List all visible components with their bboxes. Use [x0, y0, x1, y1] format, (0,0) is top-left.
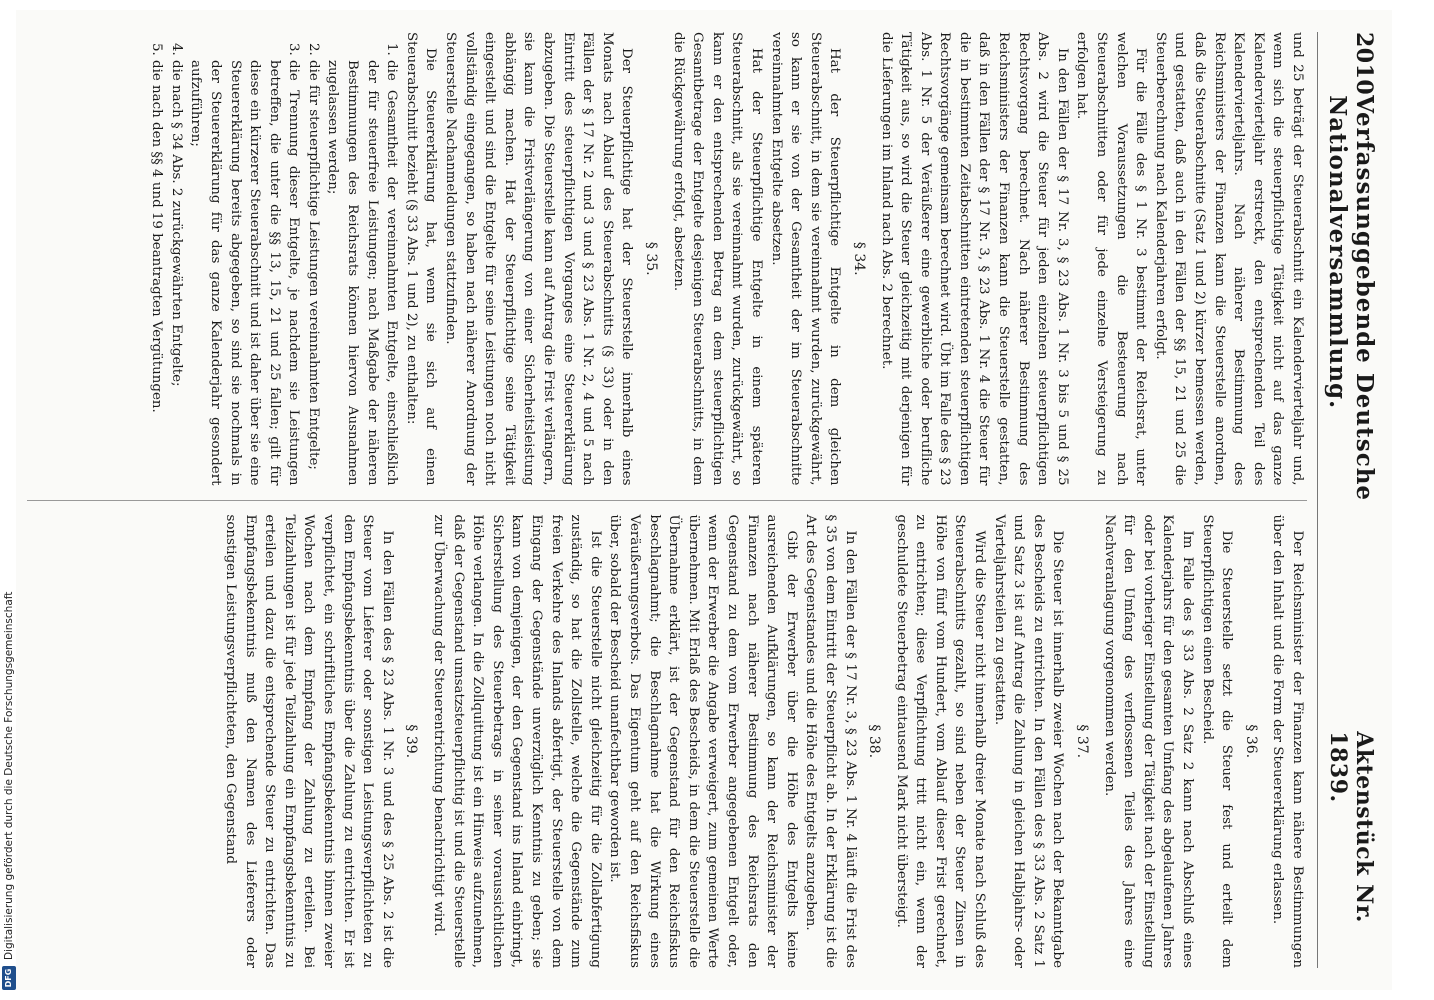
list-item: 5. die nach den §§ 4 und 19 beantragten Vergütungen. — [147, 60, 167, 486]
section-heading: § 36. — [1242, 724, 1259, 759]
list-item: 2. die für steuerpflichtige Leistungen vereinnahmten Entgelte; — [303, 60, 323, 486]
paragraph: In den Fällen des § 23 Abs. 1 Nr. 3 und des § 25 Abs. 2 ist die Steuer vom Lieferer oder sonstigen Leistungsverpflichteten zu dem Empfangsbekenntnis über die Zahlung zu entrichten. Er ist verpflichtet, ein schriftliches Empfangsbekenntnis binnen zweier Wochen nach dem Empfang der Zahlung zu erteilen. Bei Teilzahlungen ist für jede Teilzahlung ein Empfangsbekenntnis zu erteilen und dazu die entsprechende Steuer zu entrichten. Das Empfangsbekenntnis muß den Namen des Lieferers oder sonstigen Leistungsverpflichteten, den Gegenstand — [223, 514, 395, 968]
paragraph: In den Fällen der § 17 Nr. 3, § 23 Abs. 1 Nr. 3 bis 5 und § 25 Abs. 2 wird die Steuer für jeden einzelnen steuerpflichtigen Rechtsvorgang berechnet. Nach näherer Bestimmung des Reichsministers der Finanzen kann die Steuerstelle gestatten, daß in den Fällen der § 17 Nr. 3, § 23 Abs. 1 Nr. 4 die Steuer für die in bestimmten Zeitabschnitten eintretenden steuerpflichtigen Rechtsvorgänge gemeinsam berechnet wird. Übt im Falle des § 23 Abs. 1 Nr. 5 der Veräußerer eine gewerbliche oder berufliche Tätigkeit aus, so wird die Steuer gleichzeitig mit derjenigen für die Lieferungen im Inland nach Abs. 2 berechnet. — [878, 32, 1070, 486]
paragraph: Wird die Steuer nicht innerhalb dreier Monate nach Schluß des Steuerabschnitts gezahlt, so sind neben der Steuer Zinsen in Höhe von fünf vom Hundert, vom Ablauf dieser Frist gerechnet, zu entrichten; diese Verpflichtung tritt nicht ein, wenn der geschuldete Steuerbetrag eintausend Mark nicht übersteigt. — [893, 514, 988, 968]
paragraph: Im Falle des § 33 Abs. 2 Satz 2 kann nach Abschluß eines Kalenderjahrs für den gesamten Umfang des abgelaufenen Jahres oder bei vorheriger Einstellung der Tätigkeit nach der Einstellung für den Umfang des verflossenen Teiles des Jahres eine Nachveranlagung vorgenommen werden. — [1101, 514, 1196, 968]
paragraph: Der Steuerpflichtige hat der Steuerstelle innerhalb eines Monats nach Ablauf des Steuerabschnitts (§ 33) oder in den Fällen der § 17 Nr. 2 und 3 und § 23 Abs. 1 Nr. 2, 4 und 5 nach Eintritt des steuerpflichtigen Vorganges eine Steuererklärung abzugeben. Die Steuerstelle kann auf Antrag die Frist verlängern, sie kann die Fristverlängerung von einer Sicherheitsleistung abhängig machen. Hat der Steuerpflichtige seine Tätigkeit eingestellt und sind die Entgelte für seine Leistungen noch nicht vollständig eingegangen, so haben nach näherer Anordnung der Steuerstelle Nachanmeldungen stattzufinden. — [443, 32, 635, 486]
page-number: 2010 — [1351, 32, 1377, 96]
requirements-list — [147, 32, 402, 486]
paragraph: Hat der Steuerpflichtige Entgelte in einem späteren Steuerabschnitt, als sie vereinnahmt wurden, zurückgewährt, so kann er den entsprechenden Betrag an dem steuerpflichtigen Gesamtbetrage der Entgelte desjenigen Steuerabschnitts, in dem die Rückgewährung erfolgt, absetzen. — [670, 32, 764, 486]
funding-note: Digitalisierung gefördert durch die Deutsche Forschungsgemeinschaft — [3, 591, 15, 960]
paragraph: Hat der Steuerpflichtige Entgelte in dem gleichen Steuerabschnitt, in dem sie vereinnahmt wurden, zurückgewährt, so kann er sie von der Gesamtheit der im Steuerabschnitte vereinnahmten Entgelte absetzen. — [768, 32, 843, 486]
paragraph: Die Steuer ist innerhalb zweier Wochen nach der Bekanntgabe des Bescheids zu entrichten. In den Fällen des § 33 Abs. 2 Satz 1 und Satz 3 ist auf Antrag die Zahlung in gleichen Halbjahrs- oder Vierteljahrsteilen zu gestatten. — [991, 514, 1066, 968]
paragraph: Die Steuererklärung hat, wenn sie sich auf einen Steuerabschnitt bezieht (§ 33 Abs. 1 und 2), zu enthalten: — [403, 32, 439, 486]
paragraph: Gibt der Erwerber über die Höhe des Entgelts keine ausreichenden Aufklärungen, so kann der Reichsminister der Finanzen nach näherer Bestimmung des Reichsrats den Gegenstand zu dem vom Erwerber angegebenen Entgelt oder, wenn der Erwerber die Angabe verweigert, zum gemeinen Werte übernehmen. Mit Erlaß des Bescheids, in dem die Steuerstelle die Übernahme erklärt, ist der Gegenstand für den Reichsfiskus beschlagnahmt; die Beschlagnahme hat die Wirkung eines Veräußerungsverbots. Das Eigentum geht auf den Reichsfiskus über, sobald der Bescheid unanfechtbar geworden ist. — [607, 514, 799, 968]
paragraph: Ist die Steuerstelle nicht gleichzeitig für die Zollabfertigung zuständig, so hat die Zollstelle, welche die Gegenstände zum freien Verkehre des Inlands abfertigt, der Steuerstelle von dem Eingang der Gegenstände unverzüglich Kenntnis zu geben; sie kann von demjenigen, der den Gegenstand ins Inland einbringt, Sicherstellung des Steuerbetrags in seiner voraussichtlichen Höhe verlangen. In die Zollquittung ist ein Hinweis aufzunehmen, daß der Gegenstand umsatzsteuerpflichtig ist und die Steuerstelle zur Überwachung der Steuerentrichtung benachrichtigt wird. — [431, 514, 603, 968]
section-heading: § 35. — [643, 241, 659, 276]
paragraph: Der Reichsminister der Finanzen kann nähere Bestimmungen über den Inhalt und die Form der Steuererklärung erlassen. — [1270, 514, 1305, 968]
list-item: 4. die nach § 34 Abs. 2 zurückgewährten Entgelte; — [166, 60, 186, 486]
paragraph: In den Fällen der § 17 Nr. 3, § 23 Abs. 1 Nr. 4 läuft die Frist des § 35 von dem Eintritt der Steuerpflicht ab. In der Erklärung ist die Art des Gegenstandes und die Höhe des Entgelts anzugeben. — [803, 514, 858, 968]
right-column — [27, 500, 1307, 969]
paragraph: Für die Fälle des § 1 Nr. 3 bestimmt der Reichsrat, unter welchen Voraussetzungen die Besteuerung nach Steuerabschnitten oder für jede einzelne Versteigerung zu erfolgen hat. — [1074, 32, 1149, 486]
left-column — [27, 32, 1307, 500]
paragraph: und 25 beträgt der Steuerabschnitt ein Kalendervierteljahr und, wenn sich die steuerpflichtige Tätigkeit nicht auf das ganze Kalendervierteljahr erstreckt, den entsprechenden Teil des Kalendervierteljahrs. Nach näherer Bestimmung des Reichsministers der Finanzen kann die Steuerstelle anordnen, daß die Steuerabschnitte (Satz 1 und 2) kürzer bemessen werden, und gestatten, daß auch in den Fällen der §§ 15, 21 und 25 die Steuerberechnung nach Kalenderjahren erfolgt. — [1152, 32, 1305, 486]
section-heading: § 34. — [850, 241, 867, 276]
document-reference: Aktenstück Nr. 1839. — [1325, 731, 1377, 923]
section-heading: § 37. — [1074, 724, 1091, 759]
document-page — [16, 10, 1392, 990]
section-heading: § 38. — [866, 724, 883, 759]
paragraph: Die Steuerstelle setzt die Steuer fest und erteilt dem Steuerpflichtigen einen Bescheid. — [1199, 514, 1235, 968]
page-title: Verfassunggebende Deutsche Nationalversammlung. — [1324, 95, 1378, 502]
page-header — [1317, 32, 1378, 968]
section-heading: § 39. — [403, 724, 420, 759]
list-item: 3. die Trennung dieser Entgelte, je nachdem sie Leistungen betreffen, die unter die §§ 13, 15, 21 und 25 fallen; gilt für diese ein kürzerer Steuerabschnitt und ist daher über sie eine Steuererklärung bereits abgegeben, so sind sie nochmals in der Steuererklärung für das ganze Kalenderjahr gesondert aufzuführen; — [186, 60, 304, 486]
dfg-logo: DFG — [2, 966, 16, 990]
list-item: 1. die Gesamtheit der vereinnahmten Entgelte, einschließlich der für steuerfreie Leistungen; nach Maßgabe der näheren Bestimmungen des Reichsrats können hiervon Ausnahmen zugelassen werden; — [323, 60, 401, 486]
